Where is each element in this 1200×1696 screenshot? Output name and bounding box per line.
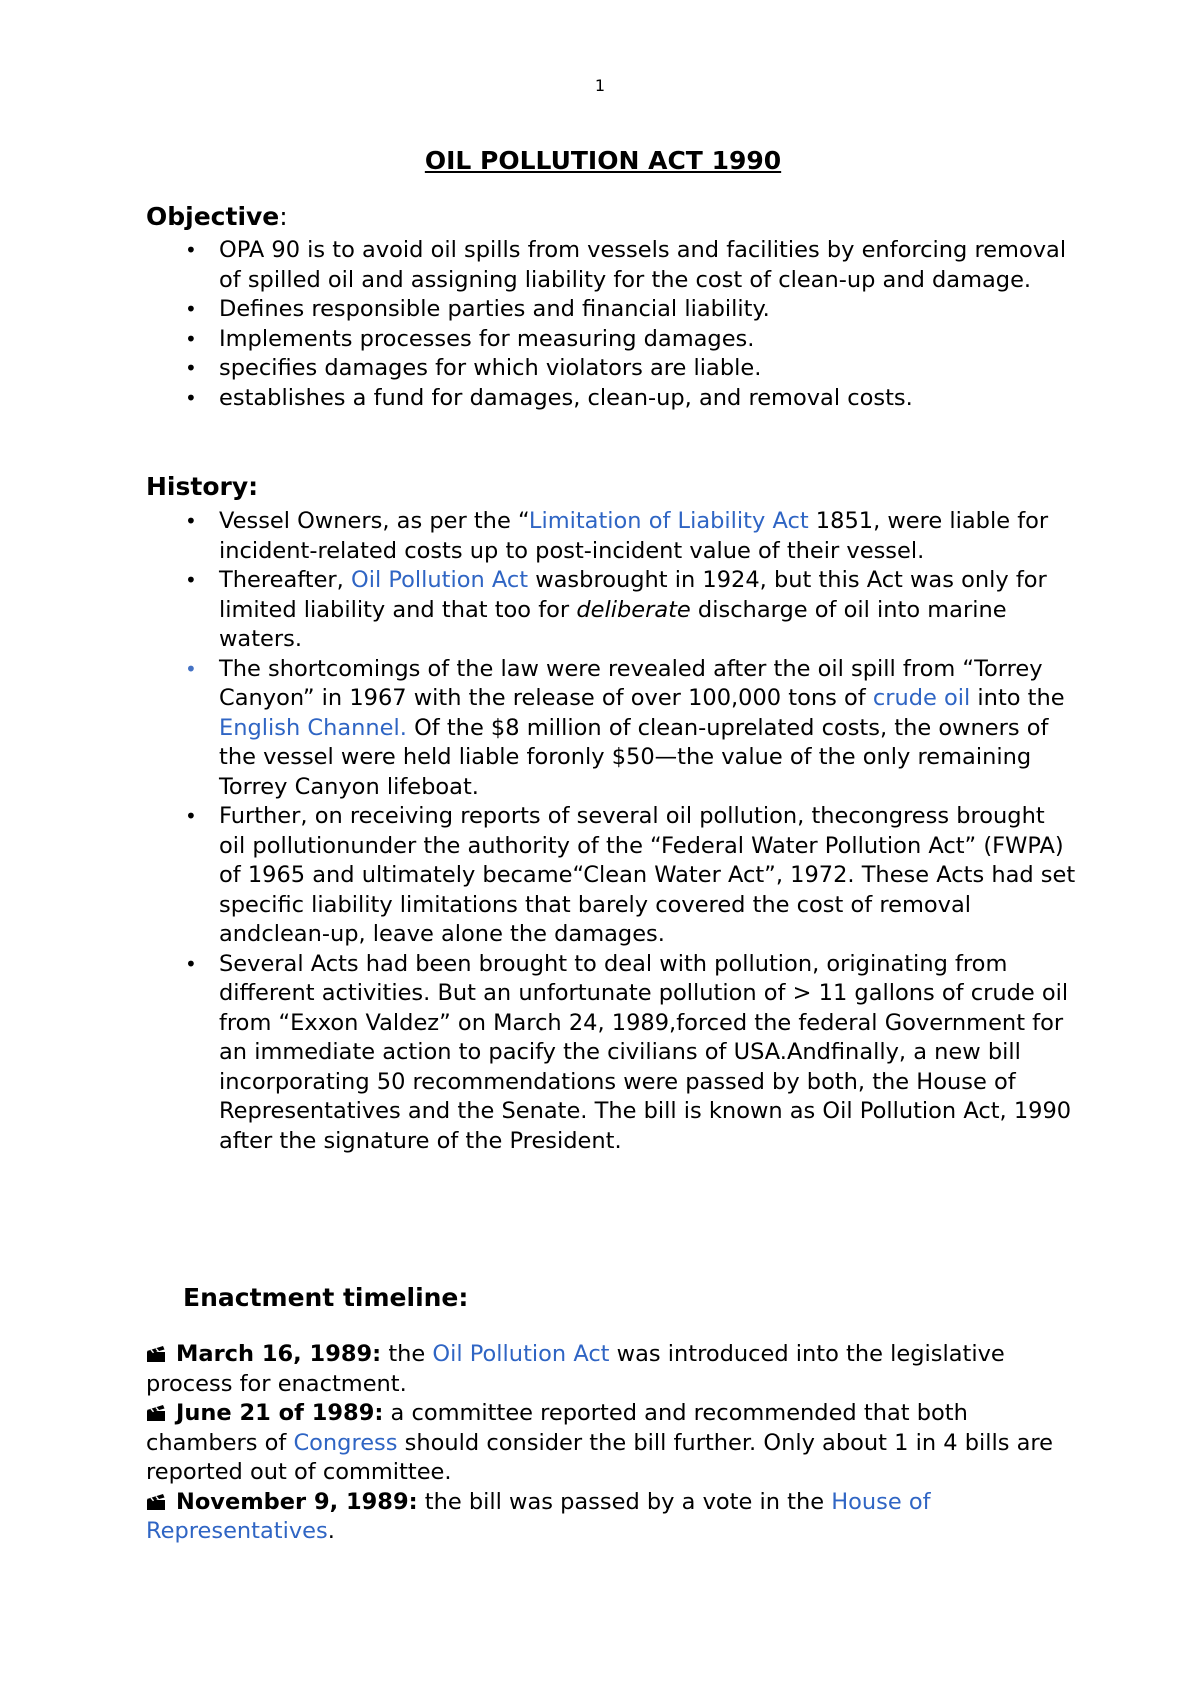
timeline-text: the bill was passed by a vote in the: [417, 1488, 832, 1515]
objective-heading-text: Objective: [146, 202, 280, 231]
oil-pollution-act-link[interactable]: Oil Pollution Act: [350, 567, 529, 593]
congress-link[interactable]: Congress: [293, 1429, 398, 1456]
history-item-text: Thereafter,: [219, 567, 351, 593]
objective-list: [176, 236, 1076, 413]
timeline-heading: Enactment timeline:: [183, 1283, 469, 1312]
english-channel-link[interactable]: English Channel.: [219, 714, 407, 741]
history-item-text: wasbrought in 1924, but this Act was only for limited liability and that too for: [219, 567, 1047, 623]
objective-item-text: Defines responsible parties and financial liability.: [219, 296, 770, 322]
timeline-text: a committee reported and recommended that both chambers of: [146, 1400, 968, 1456]
history-item-text: The shortcomings of the law were revealed after the oil spill from “Torrey Canyon” in 1967 with the release of over 100,000 tons of: [219, 655, 1043, 711]
limitation-of-liability-act-link[interactable]: Limitation of Liability Act: [528, 508, 809, 534]
bullet-icon: •: [185, 509, 197, 533]
document-title: OIL POLLUTION ACT 1990: [424, 146, 782, 175]
history-item-text: Of the $8 million of clean-uprelated costs, the owners of the vessel were held liable foronly $50—the value of the only remaining Torrey Canyon lifeboat.: [219, 714, 1049, 800]
clapperboard-icon: [146, 1493, 166, 1511]
history-item: [176, 655, 1076, 803]
history-item-text: Vessel Owners, as per the “: [219, 508, 529, 534]
oil-pollution-act-link[interactable]: Oil Pollution Act: [432, 1341, 610, 1367]
timeline-date: November 9, 1989:: [176, 1488, 418, 1515]
history-item: [176, 802, 1076, 950]
objective-item: [176, 354, 1076, 384]
bullet-icon: •: [185, 804, 197, 828]
history-item-emphasis: deliberate: [576, 596, 691, 623]
objective-item: [176, 236, 1076, 295]
history-item: [176, 950, 1076, 1157]
clapperboard-icon: [146, 1404, 166, 1422]
history-item-text: Further, on receiving reports of several oil pollution, thecongress brought oil pollutionunder the authority of the “Federal Water Pollution Act” (FWPA) of 1965 and ultimately became“Clean Water Act”, 1972. These Acts had set specific liability limitations that barely covered the cost of removal andclean-up, leave alone the damages.: [219, 803, 1076, 947]
history-item: [176, 507, 1076, 566]
bullet-icon: •: [185, 297, 197, 321]
timeline-entry: [146, 1340, 1056, 1399]
history-item-text: into the: [970, 685, 1065, 711]
history-list: [176, 507, 1076, 1156]
objective-heading: [146, 202, 288, 231]
bullet-icon: •: [185, 951, 197, 976]
objective-item: [176, 295, 1076, 325]
objective-item-text: OPA 90 is to avoid oil spills from vessels and facilities by enforcing removal of spilled oil and assigning liability for the cost of clean-up and damage.: [219, 237, 1067, 293]
timeline-date: March 16, 1989:: [176, 1341, 382, 1367]
timeline-text: the: [381, 1341, 433, 1367]
timeline: [146, 1340, 1056, 1547]
history-item-text: Several Acts had been brought to deal with pollution, originating from different activities. But an unfortunate pollution of > 11 gallons of crude oil from “Exxon Valdez” on March 24, 1989,forced the federal Government for an immediate action to pacify the civilians of USA.Andfinally, a new bill incorporating 50 recommendations were passed by both, the House of Representatives and the Senate. The bill is known as Oil Pollution Act, 1990 after the signature of the President.: [219, 950, 1072, 1154]
page-number: 1: [594, 76, 606, 95]
timeline-date: June 21 of 1989:: [176, 1400, 384, 1426]
timeline-entry: [146, 1488, 1056, 1547]
objective-item-text: establishes a fund for damages, clean-up, and removal costs.: [219, 384, 913, 411]
history-item: [176, 566, 1076, 655]
timeline-text: .: [327, 1518, 335, 1544]
crude-oil-link[interactable]: crude oil: [872, 685, 971, 711]
bullet-icon: •: [185, 656, 197, 681]
objective-item: [176, 384, 1076, 414]
objective-item-text: Implements processes for measuring damages.: [219, 325, 755, 352]
house-of-representatives-link[interactable]: House of Representatives: [146, 1488, 931, 1544]
bullet-icon: •: [185, 356, 197, 380]
bullet-icon: •: [185, 385, 197, 410]
timeline-entry: [146, 1399, 1056, 1488]
timeline-text: should consider the bill further. Only about 1 in 4 bills are reported out of committee.: [146, 1429, 1054, 1485]
bullet-icon: •: [185, 238, 197, 262]
objective-item: [176, 325, 1076, 355]
bullet-icon: •: [185, 326, 197, 351]
objective-item-text: specifies damages for which violators are liable.: [219, 355, 762, 381]
bullet-icon: •: [185, 568, 197, 592]
objective-heading-colon: :: [279, 202, 288, 231]
history-heading: History:: [146, 472, 259, 501]
history-item-text: discharge of oil into marine waters.: [219, 596, 1007, 652]
clapperboard-icon: [146, 1345, 166, 1363]
timeline-text: was introduced into the legislative process for enactment.: [146, 1341, 1005, 1397]
history-item-text: 1851, were liable for incident-related costs up to post-incident value of their vessel.: [219, 508, 1049, 564]
